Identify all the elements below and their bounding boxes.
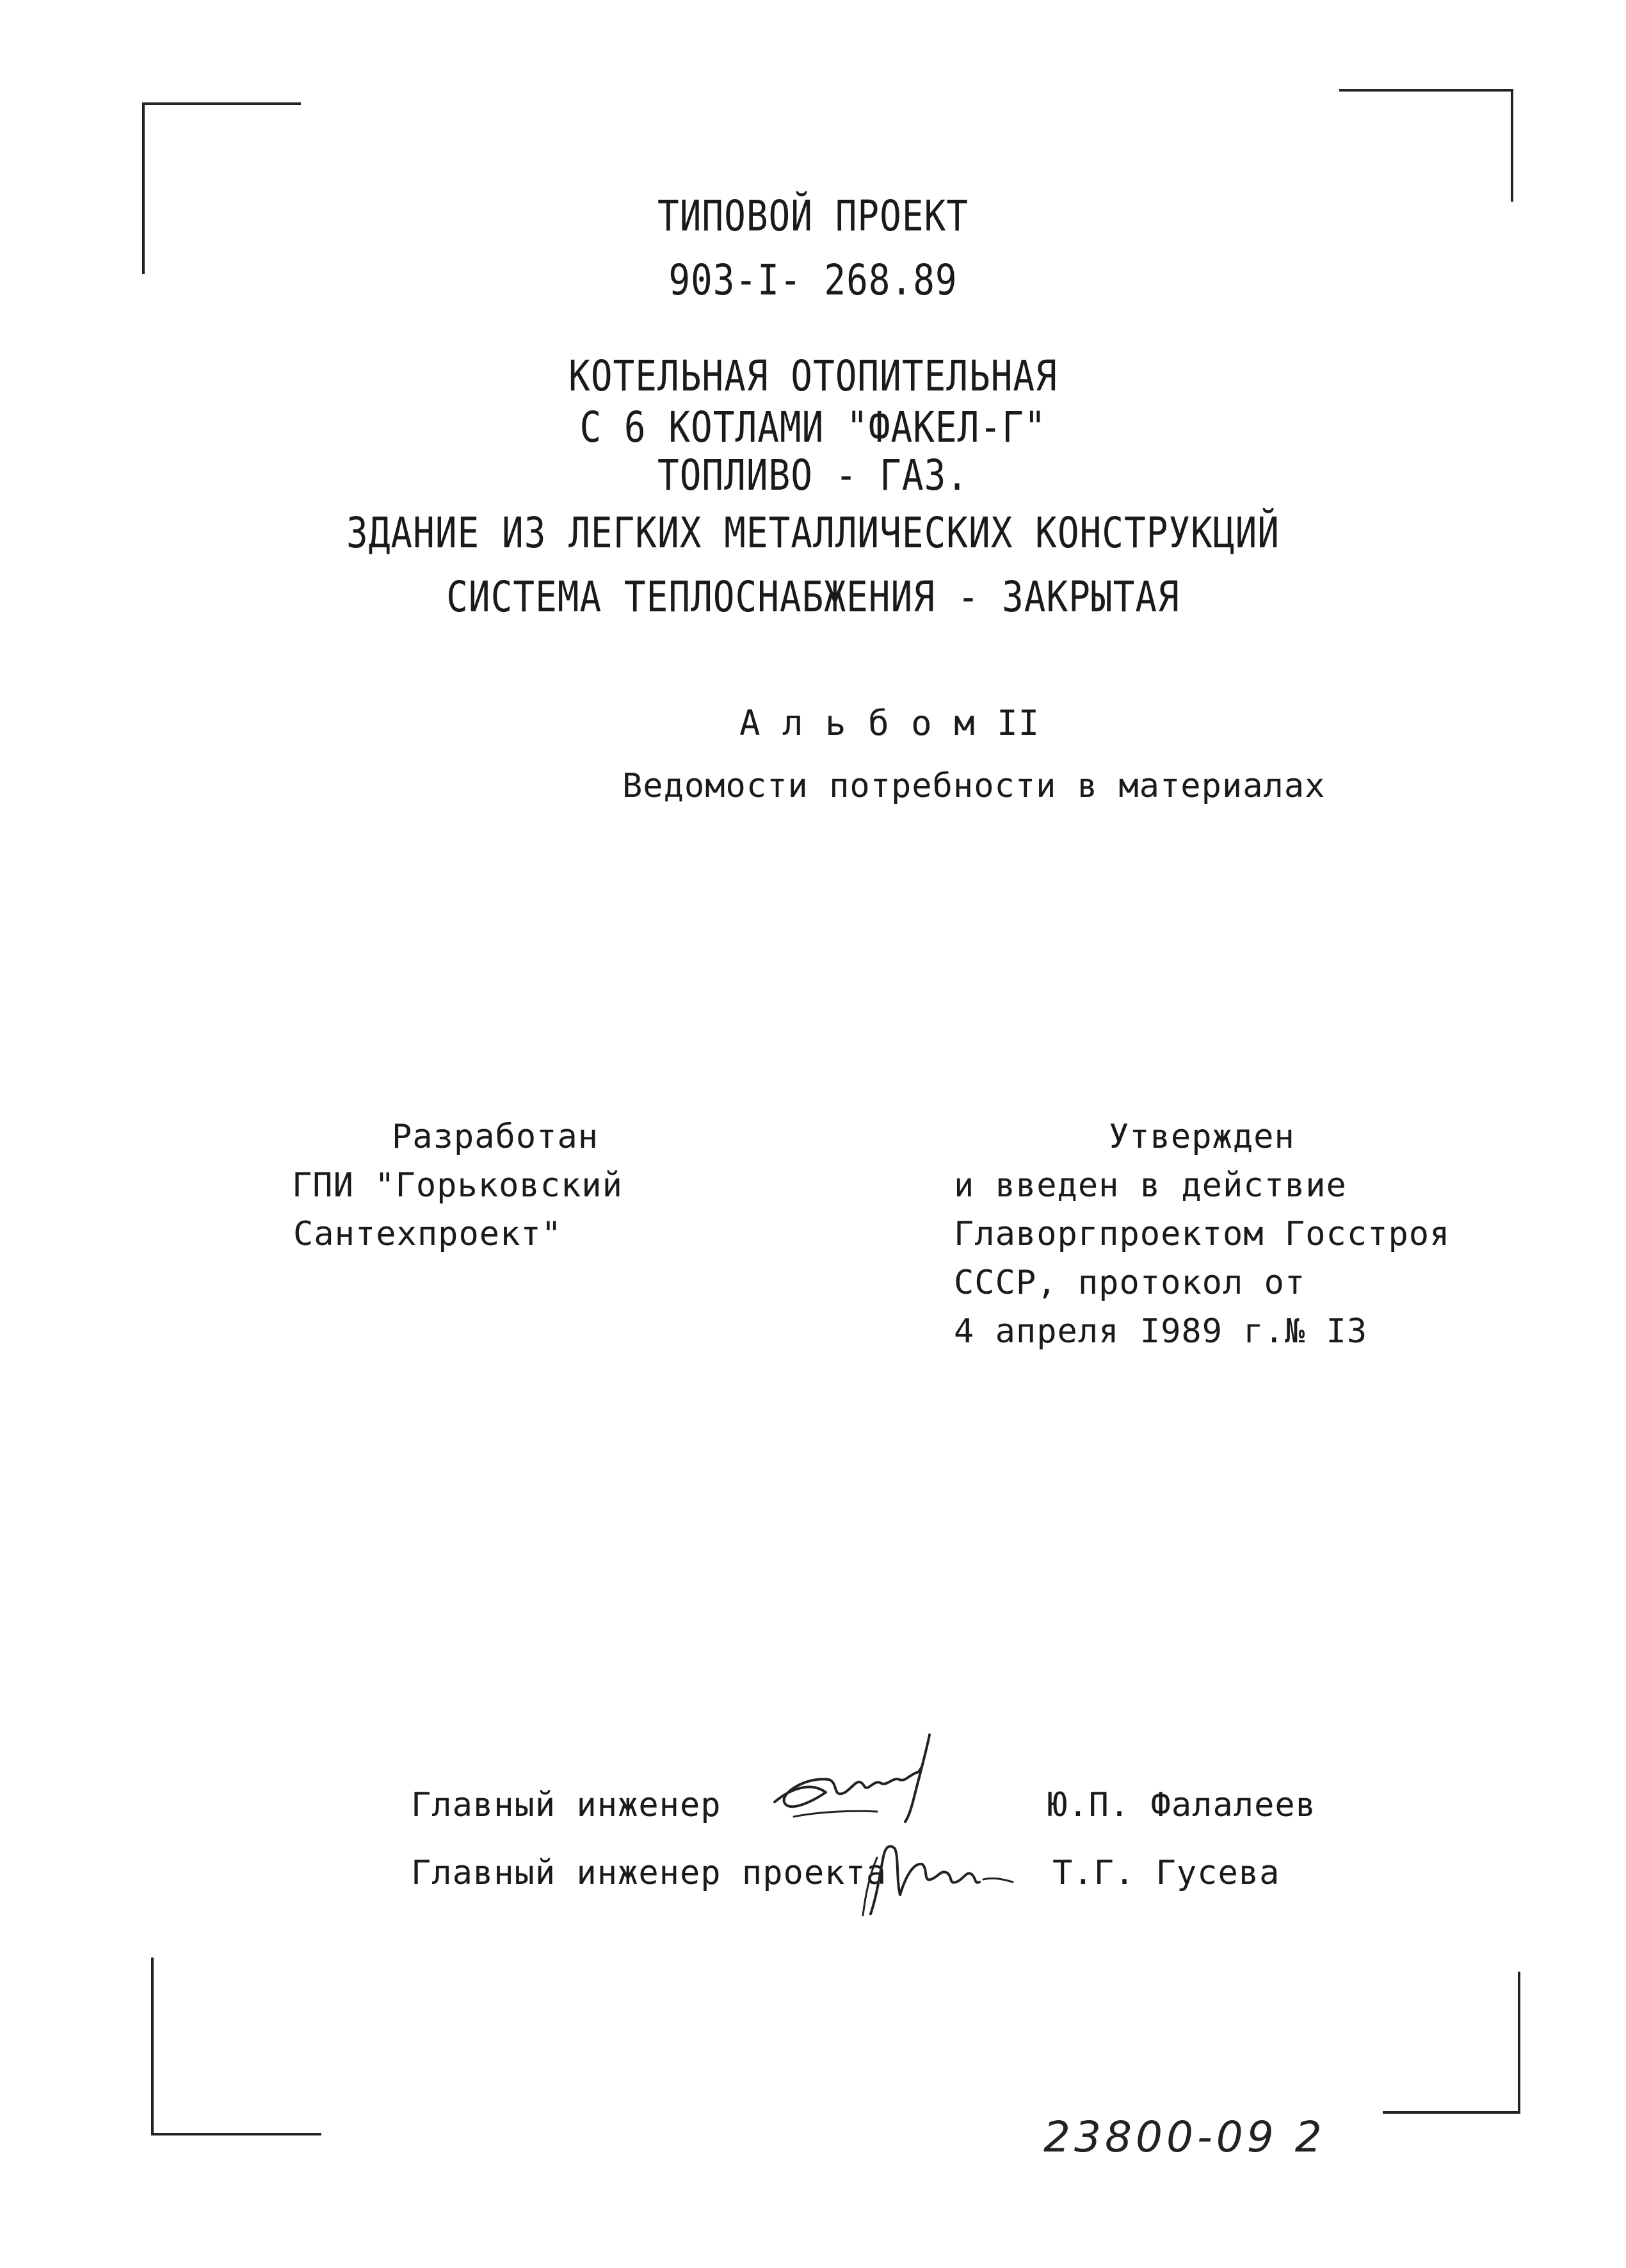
- corner-mark-top-right-h: [1339, 89, 1513, 92]
- developer-line-3: Сантехпроект": [293, 1215, 562, 1253]
- archive-number: 23800-09 2: [1043, 2112, 1326, 2162]
- corner-mark-bottom-left-h: [151, 2133, 321, 2135]
- corner-mark-top-left-v: [142, 102, 145, 274]
- album-subtitle: Ведомости потребности в материалах: [622, 767, 1326, 805]
- approval-line-3: Главоргпроектом Госстроя: [954, 1215, 1451, 1253]
- signature-name-chief-engineer: Ю.П. Фалалеев: [1047, 1786, 1316, 1824]
- signature-role-chief-engineer: Главный инженер: [411, 1786, 721, 1824]
- signature-scribble-2: [851, 1818, 1031, 1920]
- project-type: ТИПОВОЙ ПРОЕКТ: [657, 192, 969, 241]
- corner-mark-top-left-h: [142, 102, 301, 105]
- title-line-3: ТОПЛИВО - ГАЗ.: [657, 451, 969, 501]
- approval-line-4: СССР, протокол от: [954, 1264, 1306, 1302]
- developer-line-2: ГПИ "Горьковский: [292, 1166, 623, 1205]
- album-label: А л ь б о м II: [739, 703, 1040, 743]
- project-number: 903-I- 268.89: [668, 256, 958, 305]
- approval-line-1: Утвержден: [1109, 1118, 1295, 1156]
- corner-mark-bottom-left-v: [151, 1958, 154, 2135]
- title-line-4: ЗДАНИЕ ИЗ ЛЕГКИХ МЕТАЛЛИЧЕСКИХ КОНСТРУКЦИЙ: [346, 509, 1280, 558]
- approval-line-2: и введен в действие: [954, 1166, 1347, 1205]
- title-line-5: СИСТЕМА ТЕПЛОСНАБЖЕНИЯ - ЗАКРЫТАЯ: [446, 573, 1180, 622]
- signature-name-project-engineer: Т.Г. Гусева: [1052, 1854, 1280, 1892]
- title-line-1: КОТЕЛЬНАЯ ОТОПИТЕЛЬНАЯ: [568, 352, 1058, 401]
- corner-mark-top-right-v: [1511, 89, 1513, 202]
- corner-mark-bottom-right-v: [1518, 1972, 1520, 2114]
- approval-line-5: 4 апреля I989 г.№ I3: [954, 1312, 1368, 1351]
- signature-scribble-1: [768, 1716, 960, 1831]
- corner-mark-bottom-right-h: [1383, 2111, 1520, 2114]
- signature-role-project-engineer: Главный инженер проекта: [411, 1854, 887, 1892]
- title-line-2: С 6 КОТЛАМИ "ФАКЕЛ-Г": [579, 403, 1047, 453]
- developer-line-1: Разработан: [392, 1118, 599, 1156]
